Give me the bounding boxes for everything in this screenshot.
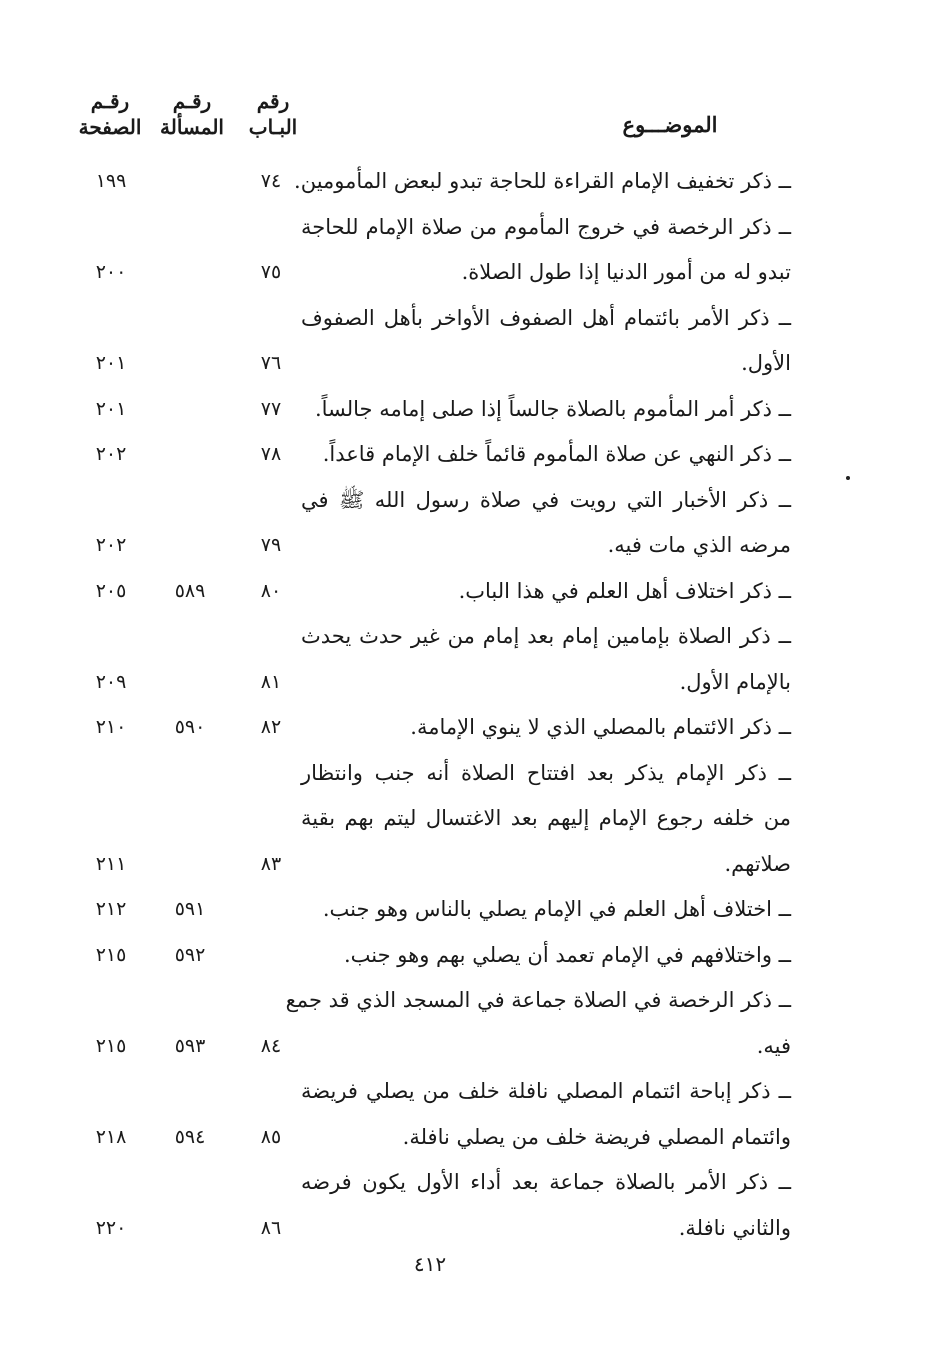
entry-text: ــ ذكر الإمام يذكر بعد افتتاح الصلاة أنه جنب وانتظار: [301, 760, 791, 785]
entry-line: [0, 433, 941, 479]
index-entry: [0, 1161, 941, 1252]
index-entry: [0, 570, 941, 616]
entry-text: ــ ذكر النهي عن صلاة المأموم قائماً خلف الإمام قاعداً.: [322, 442, 791, 466]
entry-line: [0, 752, 941, 798]
entry-line: [0, 1161, 941, 1207]
entry-bab-number: ٨٥: [260, 1125, 282, 1148]
entry-text: ــ واختلافهم في الإمام تعمد أن يصلي بهم وهو جنب.: [344, 942, 791, 967]
entry-line: [0, 160, 941, 206]
entry-line: [0, 479, 941, 525]
entry-text: وائتمام المصلي فريضة خلف من يصلي نافلة.: [402, 1124, 791, 1149]
index-entry: [0, 206, 941, 297]
index-entry: [0, 979, 941, 1070]
entry-masala-number: ٥٩٠: [174, 716, 206, 738]
entry-text: ــ ذكر الصلاة بإمامين إمام بعد إمام من غير حدث يحدث: [301, 624, 791, 648]
entry-line: [0, 661, 941, 707]
header-masala-line1: رقـم: [172, 89, 212, 113]
index-entry: [0, 388, 941, 434]
entry-text: ــ ذكر اختلاف أهل العلم في هذا الباب.: [458, 578, 791, 603]
margin-mark: [846, 476, 850, 480]
entry-page-number: ٢١٨: [95, 1125, 127, 1148]
header-masala-line2: المسألة: [160, 115, 224, 139]
entry-page-number: ٢٠٩: [95, 670, 127, 693]
entry-page-number: ٢٠٥: [95, 579, 127, 602]
entry-page-number: ٢٠٠: [95, 261, 127, 283]
index-entries: [0, 160, 941, 1252]
entry-page-number: ٢٠١: [95, 352, 127, 374]
entry-masala-number: ٥٨٩: [174, 579, 206, 602]
entry-bab-number: ٨٠: [260, 579, 282, 602]
entry-text: ــ ذكر الأمر بائتمام أهل الصفوف الأواخر بأهل الصفوف: [301, 305, 791, 330]
entry-line: [0, 1116, 941, 1162]
entry-text: ــ ذكر أمر المأموم بالصلاة جالساً إذا صلى إمامه جالساً.: [314, 396, 791, 421]
entry-text: بالإمام الأول.: [679, 669, 791, 694]
entry-page-number: ٢٢٠: [95, 1216, 127, 1239]
entry-text: الأول.: [741, 351, 791, 375]
entry-page-number: ٢١٠: [95, 716, 127, 738]
entry-bab-number: ٧٧: [260, 397, 282, 420]
header-page-line2: الصفحة: [78, 115, 142, 139]
entry-text: ــ ذكر الأمر بالصلاة جماعة بعد أداء الأول يكون فرضه: [301, 1170, 791, 1194]
entry-line: [0, 1207, 941, 1253]
entry-bab-number: ٧٥: [260, 261, 282, 283]
entry-bab-number: ٧٤: [260, 170, 282, 192]
entry-page-number: ١٩٩: [95, 170, 127, 192]
entry-line: [0, 297, 941, 343]
entry-page-number: ٢١١: [95, 852, 127, 875]
entry-text: ــ ذكر إباحة ائتمام المصلي نافلة خلف من يصلي فريضة: [301, 1079, 791, 1103]
entry-line: [0, 1070, 941, 1116]
index-entry: [0, 752, 941, 889]
header-bab-line1: رقم: [256, 89, 290, 113]
entry-line: [0, 524, 941, 570]
entry-bab-number: ٨٢: [260, 716, 282, 738]
entry-text: ــ ذكر الرخصة في الصلاة جماعة في المسجد الذي قد جمع: [285, 988, 791, 1012]
index-entry: [0, 297, 941, 388]
entry-text: ــ اختلاف أهل العلم في الإمام يصلي بالناس وهو جنب.: [322, 897, 791, 921]
index-entry: [0, 433, 941, 479]
entry-page-number: ٢١٥: [95, 1034, 127, 1057]
entry-bab-number: ٨١: [260, 670, 282, 693]
entry-text: ــ ذكر الائتمام بالمصلي الذي لا ينوي الإمامة.: [410, 715, 791, 739]
entry-masala-number: ٥٩١: [174, 898, 206, 920]
entry-masala-number: ٥٩٤: [174, 1125, 206, 1148]
entry-line: [0, 615, 941, 661]
entry-line: [0, 206, 941, 252]
entry-masala-number: ٥٩٢: [174, 943, 206, 966]
entry-line: [0, 934, 941, 980]
entry-bab-number: ٧٨: [260, 443, 282, 465]
entry-text: مرضه الذي مات فيه.: [607, 533, 791, 557]
entry-bab-number: ٧٦: [260, 352, 282, 374]
index-entry: [0, 615, 941, 706]
index-entry: [0, 934, 941, 980]
entry-text: صلاتهم.: [724, 851, 791, 876]
header-page-number: [70, 88, 150, 140]
entry-line: [0, 1025, 941, 1071]
header-page-line1: رقـم: [90, 89, 130, 113]
entry-line: [0, 706, 941, 752]
page-number: ٤١٢: [413, 1252, 447, 1276]
header-bab-number: [236, 88, 310, 140]
entry-text: ــ ذكر الأخبار التي رويت في صلاة رسول الله ﷺ في: [301, 487, 791, 512]
entry-bab-number: ٧٩: [260, 534, 282, 556]
entry-page-number: ٢١٢: [95, 898, 127, 920]
entry-page-number: ٢٠٢: [95, 443, 127, 465]
entry-masala-number: ٥٩٣: [174, 1034, 206, 1057]
entry-text: فيه.: [756, 1033, 791, 1058]
entry-text: والثاني نافلة.: [678, 1215, 791, 1240]
entry-line: [0, 388, 941, 434]
entry-text: من خلفه رجوع الإمام إليهم بعد الاغتسال ليتم بهم بقية: [301, 806, 791, 830]
entry-bab-number: ٨٤: [260, 1034, 282, 1057]
entry-line: [0, 342, 941, 388]
index-entry: [0, 706, 941, 752]
entry-line: [0, 251, 941, 297]
header-subject: الموضـــوع: [622, 112, 718, 137]
index-entry: [0, 479, 941, 570]
entry-bab-number: ٨٣: [260, 852, 282, 875]
entry-page-number: ٢٠٢: [95, 534, 127, 556]
index-entry: [0, 1070, 941, 1161]
entry-text: ــ ذكر تخفيف الإمام القراءة للحاجة تبدو لبعض المأمومين.: [294, 169, 791, 193]
entry-line: [0, 570, 941, 616]
entry-text: تبدو له من أمور الدنيا إذا طول الصلاة.: [461, 260, 791, 284]
entry-page-number: ٢٠١: [95, 397, 127, 420]
index-entry: [0, 160, 941, 206]
entry-text: ــ ذكر الرخصة في خروج المأموم من صلاة الإمام للحاجة: [301, 214, 791, 239]
entry-bab-number: ٨٦: [260, 1216, 282, 1239]
entry-line: [0, 797, 941, 843]
entry-line: [0, 888, 941, 934]
header-bab-line2: البـاب: [248, 115, 298, 139]
entry-line: [0, 843, 941, 889]
entry-page-number: ٢١٥: [95, 943, 127, 966]
header-masala-number: [150, 88, 234, 140]
index-entry: [0, 888, 941, 934]
entry-line: [0, 979, 941, 1025]
